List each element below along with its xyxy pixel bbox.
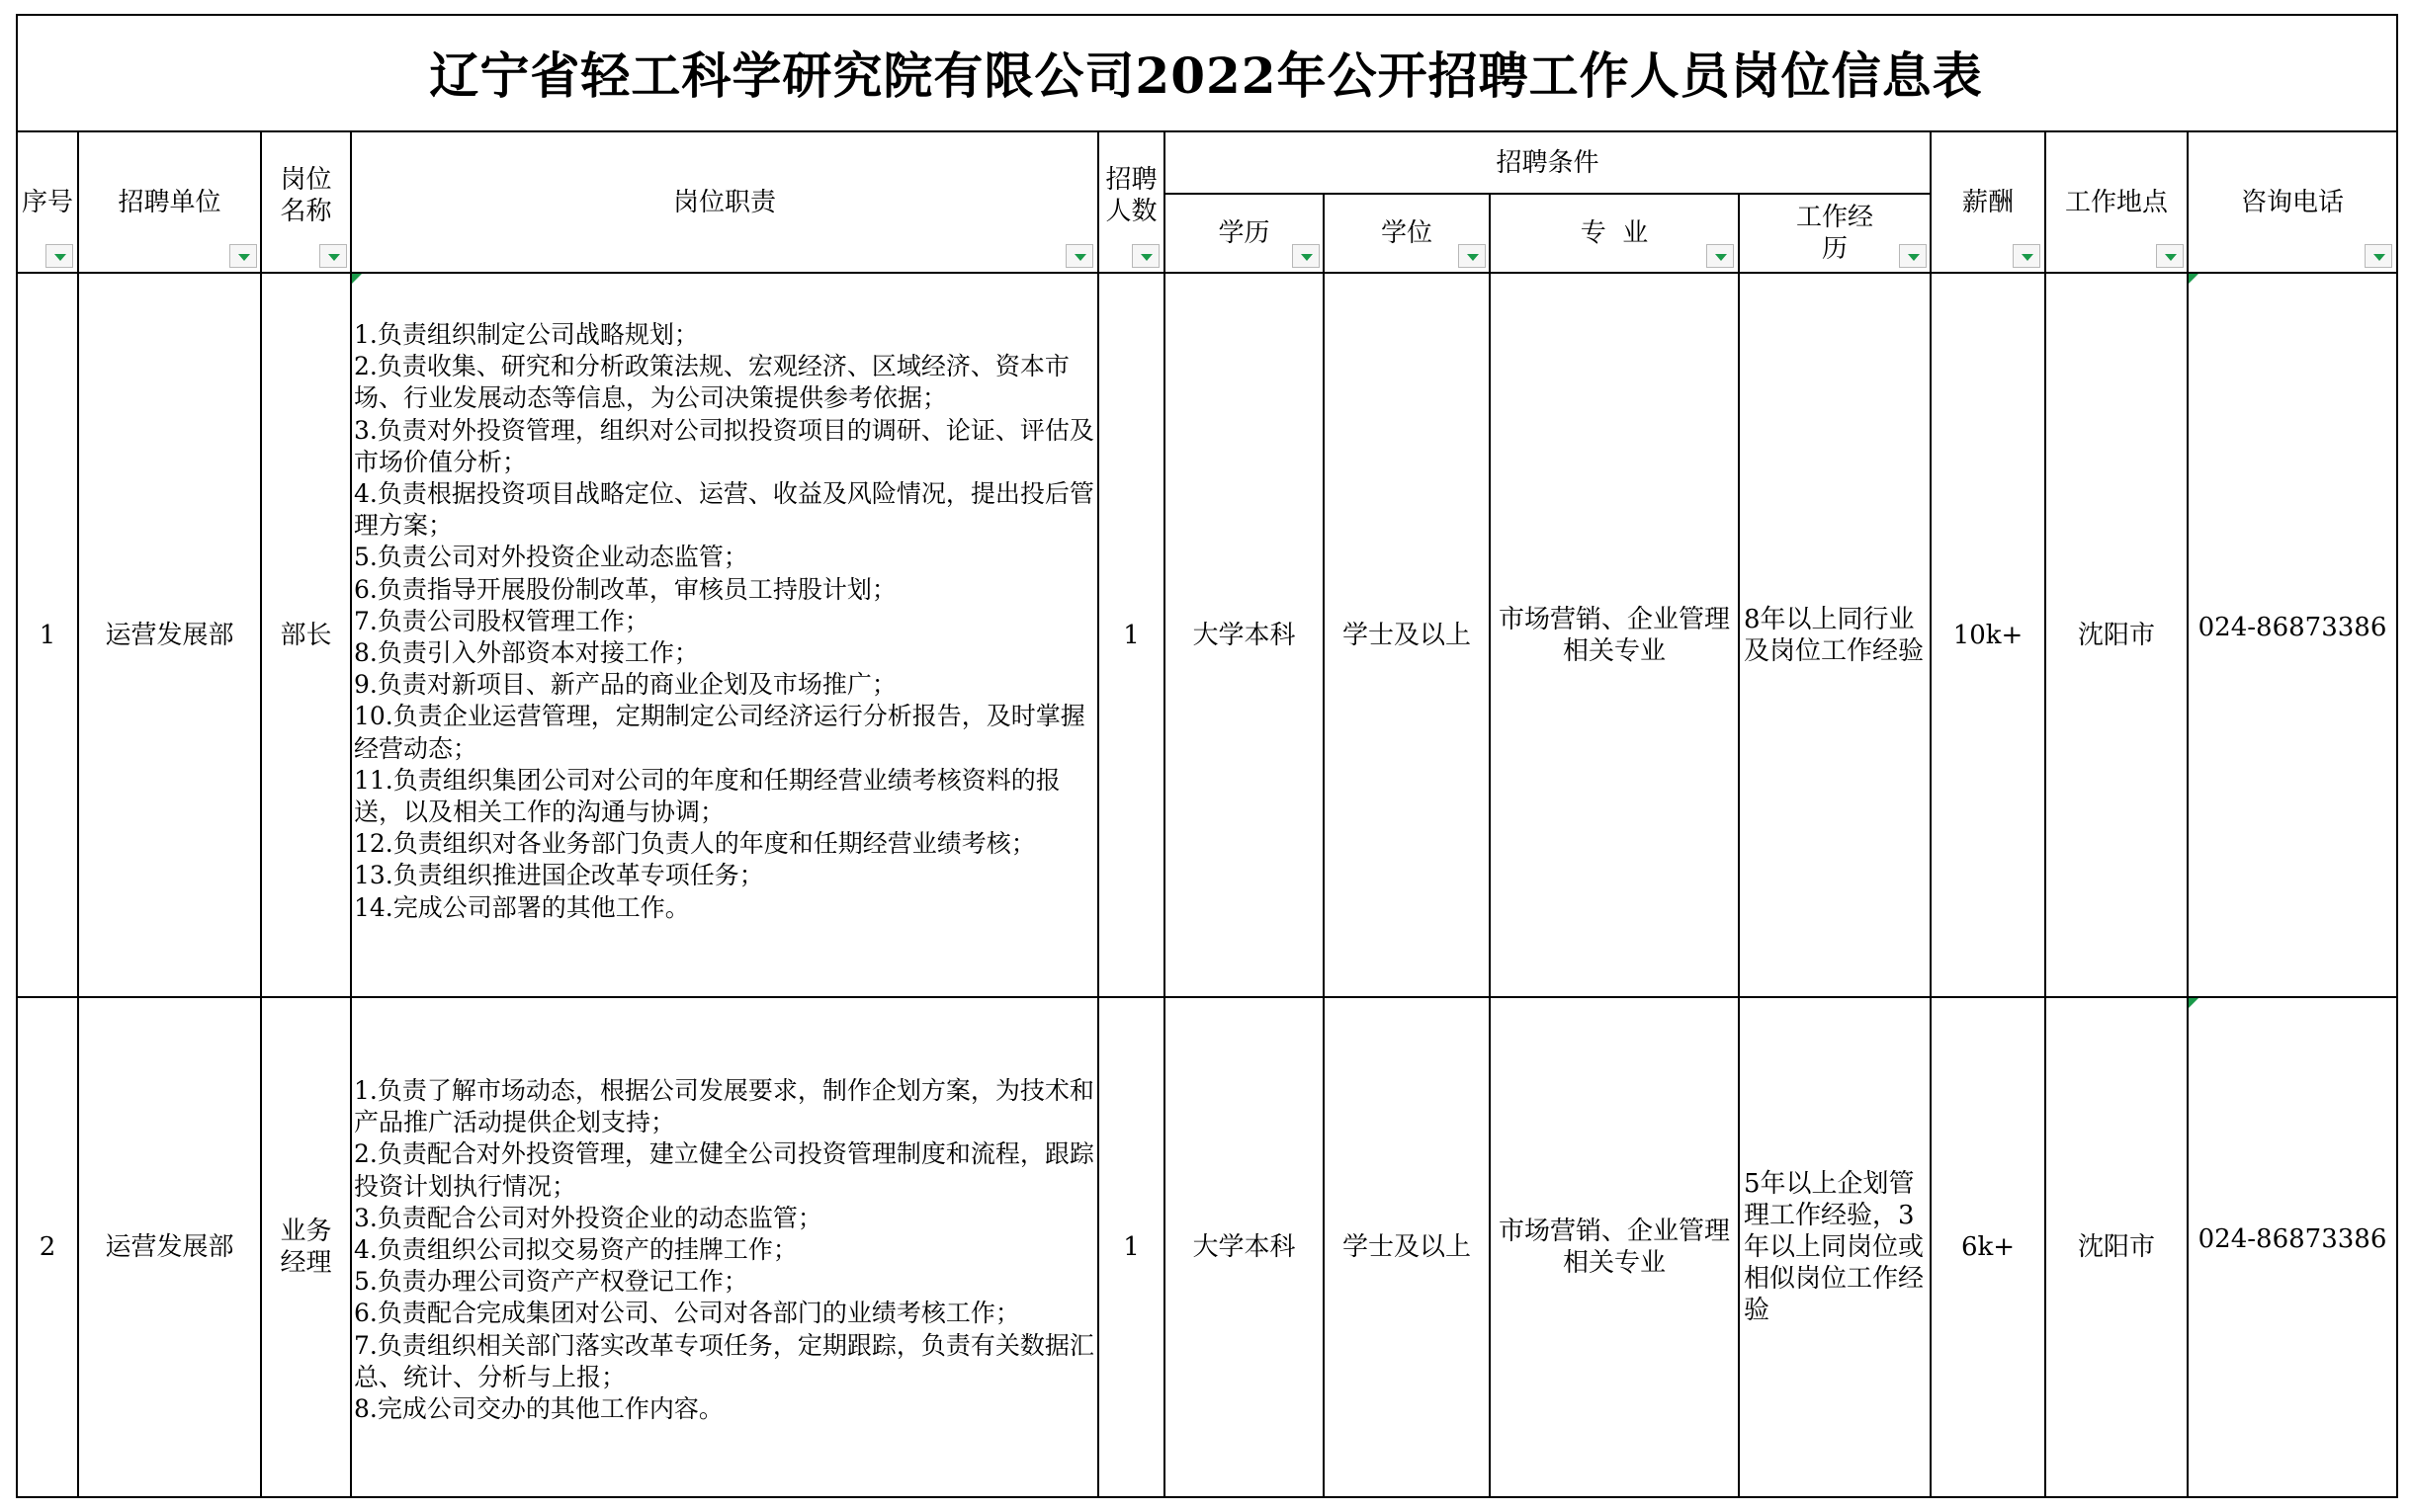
header-education: 学历 (1218, 218, 1270, 248)
cell-seq: 2 (39, 1232, 56, 1262)
cell-position: 部长 (280, 620, 332, 650)
duty-item: 2.负责配合对外投资管理，建立健全公司投资管理制度和流程，跟踪投资计划执行情况； (354, 1139, 1094, 1201)
header-position (262, 156, 350, 235)
duty-item: 7.负责公司股权管理工作； (354, 606, 649, 635)
header-major: 专 业 (1580, 218, 1649, 248)
filter-dropdown-icon[interactable] (2013, 244, 2040, 268)
cell-degree: 学士及以上 (1341, 620, 1471, 650)
cell-phone: 024-86873386 (2197, 1224, 2387, 1254)
header-seq: 序号 (22, 187, 74, 217)
filter-dropdown-icon[interactable] (1292, 244, 1320, 268)
header-count (1099, 156, 1163, 235)
cell-location: 沈阳市 (2077, 620, 2155, 650)
duty-item: 1.负责了解市场动态，根据公司发展要求，制作企划方案，为技术和产品推广活动提供企划支持； (354, 1076, 1094, 1137)
cell-count: 1 (1123, 1232, 1140, 1262)
col-line (350, 130, 352, 1498)
filter-dropdown-icon[interactable] (2156, 244, 2184, 268)
filter-dropdown-icon[interactable] (1706, 244, 1734, 268)
cell-phone: 024-86873386 (2197, 612, 2387, 642)
cell-duties (354, 319, 1097, 924)
comment-indicator-icon (352, 274, 362, 284)
duty-item: 9.负责对新项目、新产品的商业企划及市场推广； (354, 670, 897, 700)
header-position-label: 岗位名称 (280, 165, 332, 226)
cell-unit: 运营发展部 (105, 620, 234, 650)
duty-item: 8.负责引入外部资本对接工作； (354, 638, 699, 668)
filter-dropdown-icon[interactable] (1132, 244, 1160, 268)
duty-item: 3.负责配合公司对外投资企业的动态监管； (354, 1203, 822, 1232)
duty-item: 7.负责组织相关部门落实改革专项任务，定期跟踪，负责有关数据汇总、统计、分析与上报； (354, 1330, 1094, 1391)
cell-experience: 8年以上同行业及岗位工作经验 (1744, 604, 1925, 666)
filter-dropdown-icon[interactable] (1899, 244, 1927, 268)
header-conditions: 招聘条件 (1496, 147, 1599, 178)
duty-item: 12.负责组织对各业务部门负责人的年度和任期经营业绩考核； (354, 829, 1036, 859)
cell-experience: 5年以上企划管理工作经验，3年以上同岗位或相似岗位工作经验 (1744, 1169, 1925, 1325)
filter-dropdown-icon[interactable] (45, 244, 73, 268)
duty-item: 8.完成公司交办的其他工作内容。 (354, 1394, 724, 1424)
filter-dropdown-icon[interactable] (1458, 244, 1486, 268)
header-location: 工作地点 (2064, 187, 2168, 217)
cell-seq: 1 (39, 620, 56, 650)
filter-dropdown-icon[interactable] (2365, 244, 2392, 268)
cell-salary: 6k+ (1960, 1232, 2016, 1262)
cell-education: 大学本科 (1192, 1232, 1296, 1262)
filter-dropdown-icon[interactable] (319, 244, 347, 268)
duty-item: 11.负责组织集团公司对公司的年度和任期经营业绩考核资料的报送，以及相关工作的沟通与协调； (354, 765, 1061, 827)
cell-count: 1 (1123, 620, 1140, 650)
duty-item: 13.负责组织推进国企改革专项任务； (354, 861, 764, 890)
cell-major: 市场营销、企业管理相关专业 (1498, 604, 1730, 666)
header-degree: 学位 (1380, 218, 1432, 248)
cell-position (262, 998, 350, 1496)
duty-item: 14.完成公司部署的其他工作。 (354, 892, 690, 922)
duty-item: 4.负责组织公司拟交易资产的挂牌工作； (354, 1235, 798, 1265)
header-unit: 招聘单位 (118, 187, 221, 217)
filter-dropdown-icon[interactable] (1066, 244, 1093, 268)
duty-item: 5.负责办理公司资产产权登记工作； (354, 1267, 748, 1297)
filter-dropdown-icon[interactable] (229, 244, 257, 268)
duty-item: 6.负责配合完成集团对公司、公司对各部门的业绩考核工作； (354, 1299, 1020, 1328)
cell-degree: 学士及以上 (1341, 1232, 1471, 1262)
header-duties: 岗位职责 (672, 187, 776, 217)
cell-duties (354, 1075, 1097, 1425)
duty-item: 6.负责指导开展股份制改革，审核员工持股计划； (354, 574, 897, 604)
duty-item: 1.负责组织制定公司战略规划； (354, 320, 699, 349)
cell-education: 大学本科 (1192, 620, 1296, 650)
page-title: 辽宁省轻工科学研究院有限公司2022年公开招聘工作人员岗位信息表 (429, 46, 1983, 105)
cell-unit: 运营发展部 (105, 1232, 234, 1262)
duty-item: 3.负责对外投资管理，组织对公司拟投资项目的调研、论证、评估及市场价值分析； (354, 415, 1094, 476)
cell-location: 沈阳市 (2077, 1232, 2155, 1262)
header-count-label: 招聘人数 (1105, 165, 1158, 226)
duty-item: 10.负责企业运营管理，定期制定公司经济运行分析报告，及时掌握经营动态； (354, 702, 1085, 763)
cell-major: 市场营销、企业管理相关专业 (1498, 1217, 1730, 1278)
duty-item: 2.负责收集、研究和分析政策法规、宏观经济、区域经济、资本市场、行业发展动态等信息，为公司决策提供参考依据； (354, 352, 1070, 413)
border-right (2396, 14, 2398, 1498)
header-experience-label: 工作经历 (1795, 203, 1873, 264)
duty-item: 5.负责公司对外投资企业动态监管； (354, 543, 748, 572)
cell-salary: 10k+ (1952, 620, 2024, 650)
border-bottom (16, 1496, 2398, 1498)
header-phone: 咨询电话 (2240, 187, 2344, 217)
header-salary: 薪酬 (1961, 187, 2014, 217)
cell-position-label: 业务经理 (280, 1217, 332, 1278)
duty-item: 4.负责根据投资项目战略定位、运营、收益及风险情况，提出投后管理方案； (354, 479, 1094, 541)
